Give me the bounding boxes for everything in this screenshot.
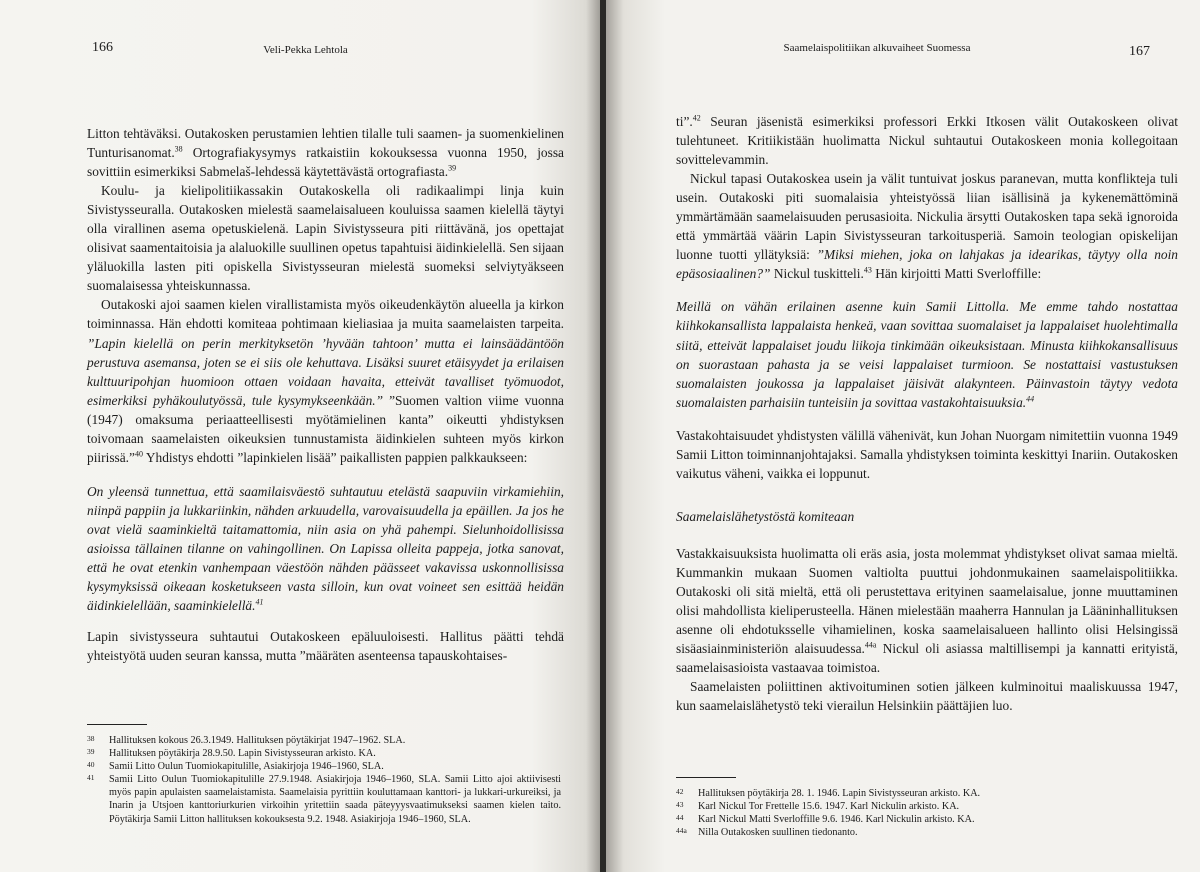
right-footnotes [676,787,1156,839]
left-page-number: 166 [92,40,113,55]
right-running-head: Saamelaispolitiikan alkuvaiheet Suomessa [783,42,971,54]
footnote-mark: 39 [87,747,95,757]
footnote-text: Karl Nickul Matti Sverloffille 9.6. 1946. Karl Nickulin arkisto. KA. [698,814,975,826]
footnote [676,787,1156,800]
text-run: Lapin sivistysseura suhtautui Outakoskeen epäluuloisesti. Hallitus päätti tehdä yhteistyötä uuden seuran kanssa, mutta ”määräten asenteensa tapauskohtaises- [87,629,564,664]
body-paragraph [676,677,1178,715]
footnote-reference[interactable]: 39 [448,163,457,173]
footnote-mark: 44 [676,813,684,823]
text-run: Nickul tuskitteli. [770,266,864,282]
body-paragraph [87,124,564,181]
text-run: Saamelaisten poliittinen aktivoituminen sotien jälkeen kulminoitui maaliskuussa 1947, kun saamelaislähetystö teki vierailun Helsinkiin päättäjien luo. [676,679,1178,714]
footnote [87,760,561,773]
footnote-reference[interactable]: 42 [692,113,701,123]
text-run: Yhdistys ehdotti ”lapinkielen lisää” paikallisten pappien palkkaukseen: [142,449,528,465]
footnote-reference[interactable]: 44 [1026,394,1035,404]
italic-quote: ”Lapin kielellä on perin merkityksetön ’hyvään tahtoon’ mutta ei lainsäädäntöön perustuva asemansa, joten se ei siis ole kehuttava. Lisäksi suuret etäisyydet ja erilaisen kulttuuripohjan huomioon ottaen voidaan havaita, etteivät tavalliset työmuodot, esimerkiksi pyhäkoulutyössä, tule kysymykseenkään.” [87,335,564,408]
text-run: Vastakohtaisuudet yhdistysten välillä vähenivät, kun Johan Nuorgam nimitettiin vuonna 1949 Samii Litton toiminnanjohtajaksi. Samalla yhdistyksen toiminta keskittyi Inariin. Outakosken vaikutus väheni, vaikka ei loppunut. [676,427,1178,481]
footnote-mark: 42 [676,787,684,796]
footnote-reference[interactable]: 43 [863,265,872,275]
right-running-header [676,42,1178,64]
footnote-text: Nilla Outakosken suullinen tiedonanto. [698,827,858,839]
text-run: Meillä on vähän erilainen asenne kuin Samii Littolla. Me emme tahdo nostattaa kiihkokansallista lappalaista henkeä, vaan sovittaa suomalaiset ja lappalaiset huolehtimalla siitä, etteivät lappalaiset joudu liikoja tinkimään oikeuksistaan. Minusta kiihkokansallisuus on suorastaan pahasta ja se veisi lappalaiset turmioon. Se nostattaisi vastustuksen suomalaisten joukossa ja lappalaiset jäisivät alakynteen. Päinvastoin täytyy vedota suomalaisten parhaisiin tunteisiin ja sovittaa vastakohtaisuuksia. [676,299,1178,410]
footnote-mark: 43 [676,800,684,810]
footnote-reference[interactable]: 41 [255,597,264,607]
body-paragraph [87,627,564,665]
text-run: Nickul oli asiassa maltillisempi ja kannatti erityistä, saamelaisasioista vastaavaa toimistoa. [676,641,1178,676]
text-run: Outakoski ajoi saamen kielen virallistamista myös oikeudenkäytön alueella ja kirkon toiminnassa. Hän ehdotti komiteaa pohtimaan kieliasiaa ja muita saamelaisten tarpeita. [87,297,564,332]
text-run: Nickul tapasi Outakoskea usein ja välit tuntuivat joskus paranevan, mutta konflikteja tuli usein. Outakoski piti suomalaisia yhteistyössä liian isällisinä ja kykenemättöminä ymmärtämään saamelaisuuden perusasioita. Nickulia ärsytti Outakosken tapa sekä ignoroida että ymmärtää väärin Lapin Sivistysseuran tarkoitusperiä. Samoin teologian opiskelijan luonne tuotti yllätyksiä: [676,171,1178,263]
left-page-body [87,124,564,665]
text-run: Vastakkaisuuksista huolimatta oli eräs asia, josta molemmat yhdistykset olivat samaa mieltä. Kummankin mukaan Suomen valtiolta puuttui johdonmukainen saamelaispolitiikka. Outakoski oli sitä mieltä, että oli perustettava erityinen saamelaisalue, jonne muuttaminen olisi mahdollista kieliperusteella. Hänen mielestään maaherra Hannulan ja Lääninhallituksen asenne oli ehdotuksselle vihamielinen, koska saamelaisalueen hallinto olisi Helsingissä sisäasiainministeriön alaisuudessa. [676,545,1178,657]
footnote [87,773,561,825]
footnote [87,747,561,760]
footnote-reference[interactable]: 44a [864,640,877,650]
footnote-mark: 44a [676,826,687,836]
body-paragraph [87,181,564,295]
footnote [676,800,1156,813]
footnote-text: Karl Nickul Tor Frettelle 15.6. 1947. Karl Nickulin arkisto. KA. [698,801,960,813]
text-run: Saamelaislähetystöstä komiteaan [676,508,855,524]
right-page-body [676,112,1178,715]
left-footnotes [87,734,561,826]
footnote-text: Hallituksen kokous 26.3.1949. Hallituksen pöytäkirjat 1947–1962. SLA. [109,735,406,746]
footnote-mark: 41 [87,773,95,783]
section-heading [676,507,1178,526]
right-page [606,0,1200,872]
body-paragraph [87,295,564,466]
footnote [676,826,1156,839]
footnote-text: Hallituksen pöytäkirja 28. 1. 1946. Lapin Sivistysseuran arkisto. KA. [698,788,981,799]
block-quote [676,297,1178,411]
text-run: Ortografiakysymys ratkaistiin kokouksessa vuonna 1950, jossa sovittiin esimerkiksi Sabmelaš-lehdessä käytettävästä ortografiasta. [87,145,564,180]
text-run: ti”. [676,114,693,129]
block-quote [87,482,564,615]
right-footnote-rule [676,777,736,778]
footnote [676,813,1156,826]
text-run: Litton tehtäväksi. Outakosken perustamien lehtien tilalle tuli saamen- ja suomenkielinen Tunturisanomat. [87,126,564,161]
left-footnote-rule [87,724,147,725]
right-page-number: 167 [1129,44,1150,59]
footnote-text: Samii Litto Oulun Tuomiokapitulille 27.9.1948. Asiakirjoja 1946–1960, SLA. Samii Litto ajoi aktiivisesti myös papin apulaisten saamelaistamista. Saamelaisia pyrittiin kouluttamaan kanttori- ja lukkari-urkureiksi, ja Inarin ja Utsjoen kanttoriurkurien virkoihin yritettiin saada päteyyysvaatimukseksi saamen kielen taito. Pöytäkirja Samii Litton hallituksen kokouksesta 9.2. 1948. Asiakirjoja 1946–1960, SLA. [109,774,561,825]
body-paragraph [676,426,1178,483]
footnote-reference[interactable]: 38 [174,144,183,154]
left-running-header [87,40,564,62]
body-paragraph [676,544,1178,677]
footnote [87,734,561,747]
footnote-reference[interactable]: 40 [134,449,143,459]
left-running-head: Veli-Pekka Lehtola [263,44,348,56]
footnote-text: Hallituksen pöytäkirja 28.9.50. Lapin Sivistysseuran arkisto. KA. [109,748,376,760]
italic-quote: ”Miksi miehen, joka on lahjakas ja idearikas, täytyy olla noin epäsosiaalinen?” [676,247,1179,282]
text-run: On yleensä tunnettua, että saamilaisväestö suhtautuu etelästä saapuviin virkamiehiin, niinpä pappiin ja lukkariinkin, nähden arkuudella, varovaisuudella ja epäillen. Ja jos he ovat vielä saaminkieltä taitamattomia, niin asia on yhä pahempi. Sielunhoidollisissa asioissa tällainen tilanne on vahingollinen. On Lapissa olleita pappeja, jotka sanovat, että he ovat etenkin vanhempaan väestöön nähden päässeet vakavissa uskonnollisissa kysymyksissä oikeaan kosketukseen vasta silloin, kun ovat voineet sen esittää heidän äidinkielellään, saaminkielellä. [87,483,564,614]
text-run: Seuran jäsenistä esimerkiksi professori Erkki Itkosen välit Outakoskeen olivat tulehtuneet. Kritiikistään huolimatta Nickul suhtautui Outakoskeen monia kollegoitaan sovittelevammin. [676,114,1178,168]
text-run: Hän kirjoitti Matti Sverloffille: [871,266,1042,282]
footnote-text: Samii Litto Oulun Tuomiokapitulille, Asiakirjoja 1946–1960, SLA. [109,761,384,773]
text-run: Koulu- ja kielipolitiikassakin Outakoskella oli radikaalimpi linja kuin Sivistysseuralla. Outakosken mielestä saamelaisalueen kouluissa saamen kielellä täytyi olla virallinen asema opetuskielenä. Lapin Sivistysseura piti riittävänä, jos opettajat olisivat saamentaitoisia ja alaluokille suullinen opetus tapahtuisi äidinkielellä. Sen sijaan yläluokilla lasten piti opiskella Sivistysseuran mielestä suomeksi selviytyäkseen suomalaisessa yhteiskunnassa. [87,183,564,294]
footnote-mark: 40 [87,760,95,770]
body-paragraph [676,112,1178,169]
text-run: ”Suomen valtion viime vuonna (1947) omaksuma periaatteellisesti myötämielinen kanta” oikeutti yhdistyksen toivomaan saamelaisten oikeuksien tunnustamista äidinkielen suhteen myös kirkon piirissä.” [87,392,564,465]
footnote-mark: 38 [87,734,95,743]
body-paragraph [676,169,1178,283]
